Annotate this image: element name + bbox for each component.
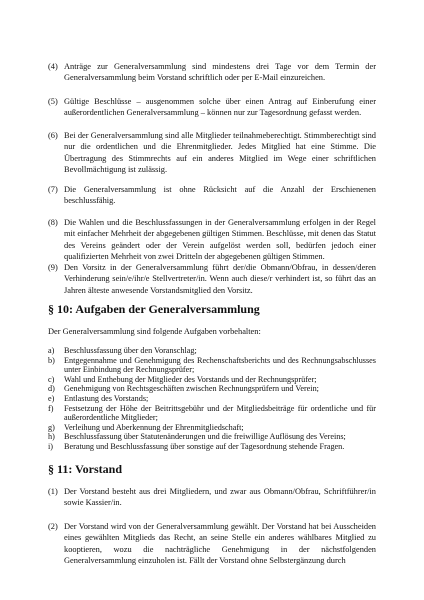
list-item [48,394,376,404]
paragraph-number: (6) [48,131,58,140]
paragraph-text: Anträge zur Generalversammlung sind mindestens drei Tage vor dem Termin der Generalversammlung beim Vorstand schriftlich oder per E-Mail einzureichen. [64,62,376,83]
paragraph-8 [48,217,376,263]
list-letter: g) [48,422,55,432]
paragraph-text: Der Vorstand wird von der Generalversammlung gewählt. Der Vorstand hat bei Ausscheiden eines gewählten Mitglieds das Recht, an seine Stelle ein anderes wählbares Mitglied zu kooptieren, wozu die nachträgliche Genehmigung in der nächstfolgenden Generalversammlung einzuholen ist. Fällt der Vorstand ohne Selbstergänzung durch [64,522,376,566]
list-text: Wahl und Enthebung der Mitglieder des Vorstands und der Rechnungsprüfer; [64,374,317,384]
paragraph-number: (1) [48,487,58,496]
list-item [48,356,376,375]
vorstand-paragraph-1 [48,486,376,509]
paragraph-number: (7) [48,185,58,194]
section-intro: Der Generalversammlung sind folgende Aufgaben vorbehalten: [48,327,261,336]
paragraph-7 [48,184,376,207]
list-letter: b) [48,355,55,365]
list-item [48,423,376,433]
list-item [48,404,376,423]
paragraph-4 [48,61,376,84]
paragraph-text: Die Generalversammlung ist ohne Rücksicht auf die Anzahl der Erschienenen beschlussfähig. [64,185,376,206]
paragraph-text: Die Wahlen und die Beschlussfassungen in der Generalversammlung erfolgen in der Regel mit einfacher Mehrheit der abgegebenen gültigen Stimmen. Beschlüsse, mit denen das Statut des Vereins geändert oder der Verein aufgelöst werden soll, bedürfen jedoch einer qualifizierten Mehrheit von zwei Dritteln der abgegebenen gültigen Stimmen. [64,218,376,262]
list-letter: i) [48,441,54,451]
paragraph-5 [48,96,376,119]
section-heading-10: § 10: Aufgaben der Generalversammlung [48,302,260,316]
list-letter: h) [48,432,55,442]
paragraph-text: Gültige Beschlüsse – ausgenommen solche über einen Antrag auf Einberufung einer außerordentlichen Generalversammlung – können nur zur Tagesordnung gefasst werden. [64,97,376,118]
list-item [48,432,376,442]
list-letter: f) [48,403,54,413]
paragraph-number: (8) [48,218,58,227]
list-text: Beschlussfassung über den Voranschlag; [64,346,197,355]
vorstand-paragraph-2 [48,521,376,567]
list-text: Festsetzung der Höhe der Beitrittsgebühr und der Mitgliedsbeiträge für ordentliche und für außerordentliche Mitglieder; [64,403,376,423]
list-text: Beschlussfassung über Statutenänderungen und die freiwillige Auflösung des Vereins; [64,432,346,442]
list-letter: a) [48,346,55,355]
list-letter: d) [48,384,55,394]
list-item [48,346,376,356]
list-item [48,384,376,394]
list-letter: c) [48,374,55,384]
section-heading-11: § 11: Vorstand [48,462,123,476]
paragraph-number: (9) [48,263,58,272]
paragraph-9 [48,262,376,296]
list-text: Verleihung und Aberkennung der Ehrenmitgliedschaft; [64,422,244,432]
paragraph-6 [48,130,376,176]
paragraph-text: Bei der Generalversammlung sind alle Mitglieder teilnahmeberechtigt. Stimmberechtigt sind nur die ordentlichen und die Ehrenmitglieder. Jedes Mitglied hat eine Stimme. Die Übertragung des Stimmrechts auf ein anderes Mitglied im Wege einer schriftlichen Bevollmächtigung ist zulässig. [64,131,376,175]
list-text: Beratung und Beschlussfassung über sonstige auf der Tagesordnung stehende Fragen. [64,441,345,451]
task-list [48,346,376,452]
paragraph-number: (4) [48,62,58,71]
paragraph-number: (5) [48,97,58,106]
list-text: Entgegennahme und Genehmigung des Rechenschaftsberichts und des Rechnungsabschlusses unter Einbindung der Rechnungsprüfer; [64,355,376,375]
list-letter: e) [48,393,55,403]
paragraph-number: (2) [48,522,58,531]
list-item [48,375,376,385]
list-text: Genehmigung von Rechtsgeschäften zwischen Rechnungsprüfern und Verein; [64,384,319,394]
paragraph-text: Den Vorsitz in der Generalversammlung führt der/die Obmann/Obfrau, in dessen/deren Verhinderung sein/e/ihr/e Stellvertreter/in. Wenn auch diese/r verhindert ist, so führt das an Jahren älteste anwesende Vorstandsmitglied den Vorsitz. [64,263,376,295]
paragraph-text: Der Vorstand besteht aus drei Mitgliedern, und zwar aus Obmann/Obfrau, Schriftführer/in sowie Kassier/in. [64,487,376,508]
list-item [48,442,376,452]
list-text: Entlastung des Vorstands; [64,393,149,403]
